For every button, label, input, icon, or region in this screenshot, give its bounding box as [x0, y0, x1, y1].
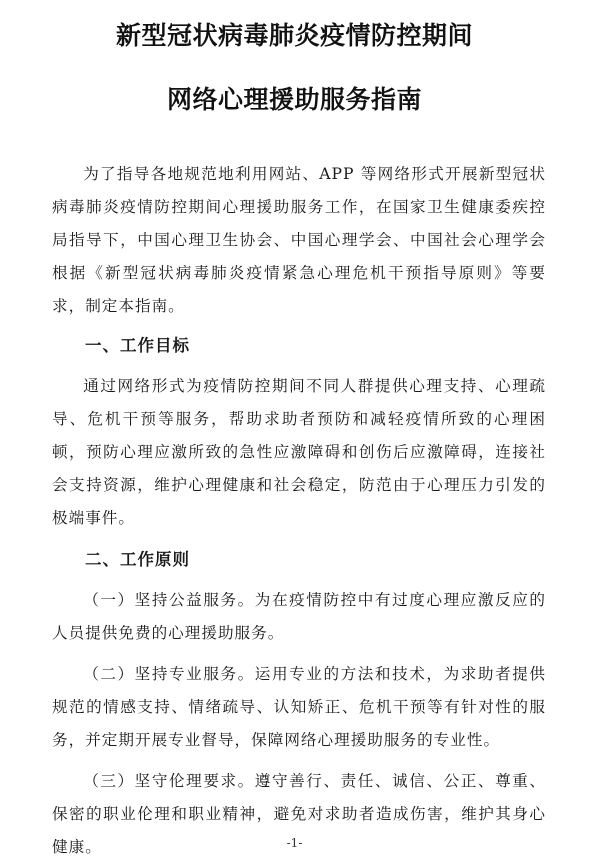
principle-public-welfare: （一）坚持公益服务。为在疫情防控中有过度心理应激反应的人员提供免费的心理援助服务。	[52, 591, 546, 642]
document-body	[52, 158, 546, 864]
principle-ethics: （三）坚守伦理要求。遵守善行、责任、诚信、公正、尊重、保密的职业伦理和职业精神，避免对求助者造成伤害，维护其身心健康。	[52, 772, 546, 856]
document-title-line2: 网络心理援助服务指南	[166, 85, 422, 114]
page-number: -1-	[286, 836, 303, 850]
principle-professional: （二）坚持专业服务。运用专业的方法和技术，为求助者提供规范的情感支持、情绪疏导、认知矫正、危机干预等有针对性的服务，并定期开展专业督导，保障网络心理援助服务的专业性。	[52, 665, 546, 749]
document-title-line1: 新型冠状病毒肺炎疫情防控期间	[115, 21, 473, 50]
intro-paragraph: 为了指导各地规范地利用网站、APP 等网络形式开展新型冠状病毒肺炎疫情防控期间心理援助服务工作，在国家卫生健康委疾控局指导下，中国心理卫生协会、中国心理学会、中国社会心理学会根据《新型冠状病毒肺炎疫情紧急心理危机干预指导原则》等要求，制定本指南。	[52, 165, 546, 315]
section-heading-principles: 二、工作原则	[85, 550, 190, 569]
goals-paragraph: 通过网络形式为疫情防控期间不同人群提供心理支持、心理疏导、危机干预等服务，帮助求助者预防和减轻疫情所致的心理困顿，预防心理应激所致的急性应激障碍和创伤后应激障碍，连接社会支持资源，维护心理健康和社会稳定，防范由于心理压力引发的极端事件。	[52, 377, 546, 527]
section-heading-goals: 一、工作目标	[85, 336, 190, 355]
